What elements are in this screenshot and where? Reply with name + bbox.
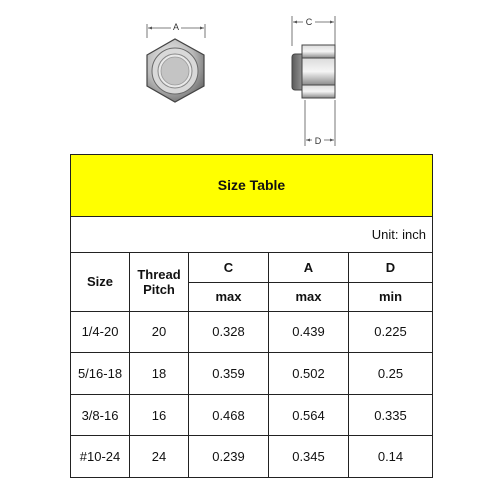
cell-d: 0.335 bbox=[349, 394, 433, 436]
size-table bbox=[70, 154, 433, 478]
dimension-d bbox=[305, 100, 335, 146]
table-row bbox=[71, 436, 433, 478]
table-title: Size Table bbox=[71, 155, 433, 217]
cell-thread-pitch: 20 bbox=[130, 311, 189, 353]
nut-front-view bbox=[147, 39, 204, 102]
header-size: Size bbox=[71, 253, 130, 312]
cell-a: 0.439 bbox=[269, 311, 349, 353]
cell-d: 0.225 bbox=[349, 311, 433, 353]
header-c: C bbox=[189, 253, 269, 283]
cell-c: 0.468 bbox=[189, 394, 269, 436]
cell-size: 3/8-16 bbox=[71, 394, 130, 436]
header-d: D bbox=[349, 253, 433, 283]
header-d-min: min bbox=[349, 282, 433, 311]
cell-thread-pitch: 16 bbox=[130, 394, 189, 436]
table-row bbox=[71, 394, 433, 436]
cell-thread-pitch: 18 bbox=[130, 353, 189, 395]
nut-side-view bbox=[292, 45, 335, 98]
unit-label: Unit: inch bbox=[71, 216, 433, 252]
cell-thread-pitch: 24 bbox=[130, 436, 189, 478]
nut-drawing bbox=[0, 0, 488, 154]
table-row bbox=[71, 353, 433, 395]
dimension-a bbox=[147, 21, 205, 38]
cell-size: #10-24 bbox=[71, 436, 130, 478]
cell-size: 5/16-18 bbox=[71, 353, 130, 395]
cell-a: 0.502 bbox=[269, 353, 349, 395]
dimension-c bbox=[292, 15, 335, 46]
cell-size: 1/4-20 bbox=[71, 311, 130, 353]
cell-a: 0.345 bbox=[269, 436, 349, 478]
cell-a: 0.564 bbox=[269, 394, 349, 436]
cell-c: 0.328 bbox=[189, 311, 269, 353]
header-a: A bbox=[269, 253, 349, 283]
table-title-row bbox=[71, 155, 433, 217]
table-row bbox=[71, 311, 433, 353]
dim-c-label: C bbox=[305, 17, 313, 27]
table-unit-row bbox=[71, 216, 433, 252]
dim-a-label: A bbox=[172, 22, 180, 32]
cell-d: 0.25 bbox=[349, 353, 433, 395]
dim-d-label: D bbox=[314, 136, 322, 146]
header-thread-pitch: Thread Pitch bbox=[130, 253, 189, 312]
cell-c: 0.359 bbox=[189, 353, 269, 395]
table-header-row bbox=[71, 253, 433, 283]
header-a-max: max bbox=[269, 282, 349, 311]
cell-c: 0.239 bbox=[189, 436, 269, 478]
cell-d: 0.14 bbox=[349, 436, 433, 478]
header-c-max: max bbox=[189, 282, 269, 311]
